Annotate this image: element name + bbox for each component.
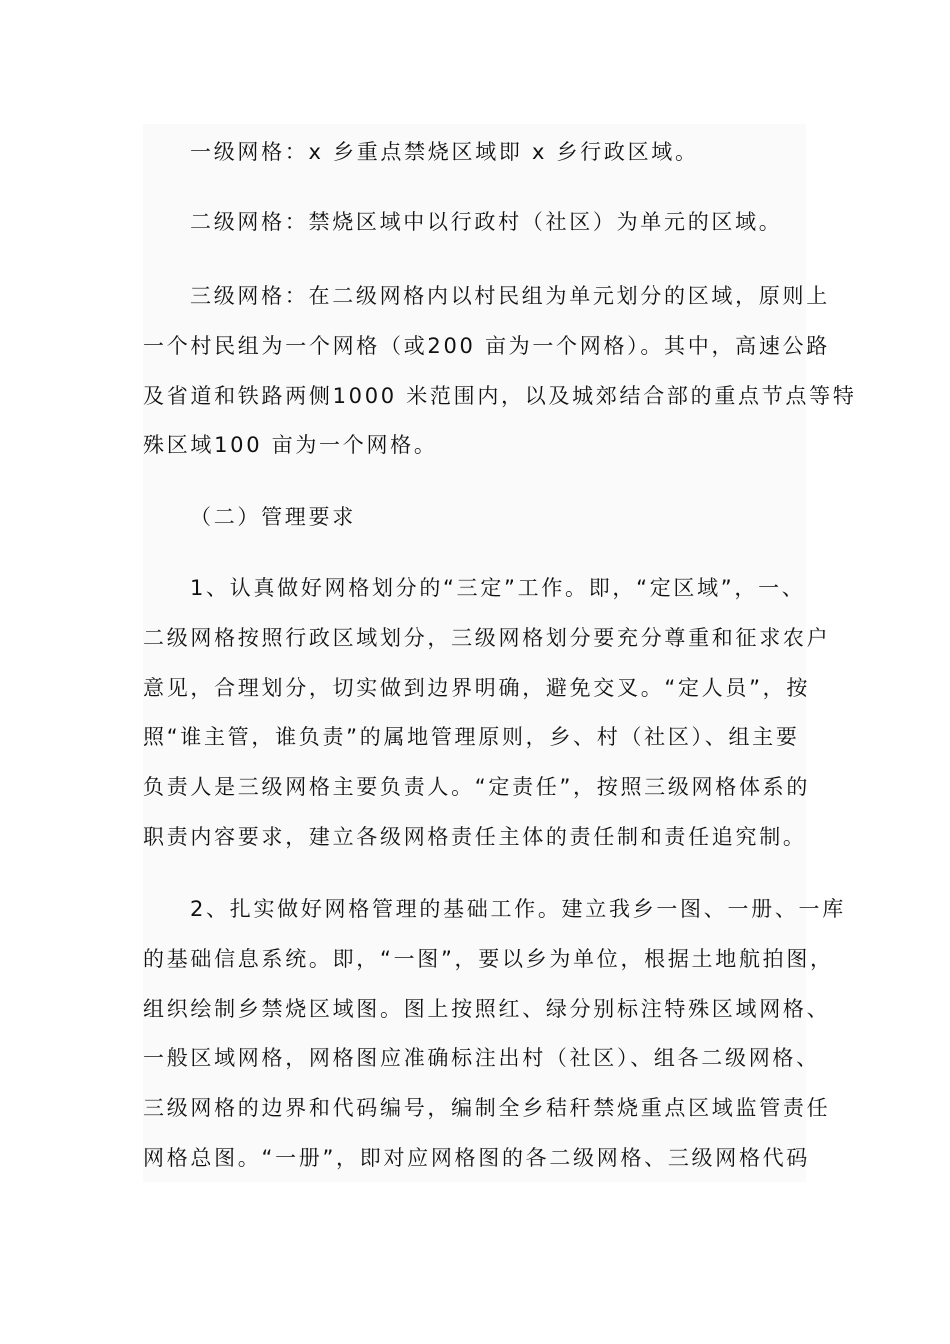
text-line: 负责人是三级网格主要负责人。“定责任”，按照三级网格体系的 (143, 775, 811, 800)
paragraph-item-2 (143, 885, 846, 1184)
text-line: 三级网格的边界和代码编号，编制全乡秸秆禁烧重点区域监管责任 (143, 1096, 831, 1121)
text-line: 意见，合理划分，切实做到边界明确，避免交叉。“定人员”，按 (143, 675, 811, 700)
text-line: 的基础信息系统。即，“一图”，要以乡为单位，根据土地航拍图， (143, 946, 834, 971)
text-line: 职责内容要求，建立各级网格责任主体的责任制和责任追究制。 (143, 824, 807, 849)
paragraph-level2-grid (143, 198, 806, 248)
text-line: 及省道和铁路两侧1000 米范围内，以及城郊结合部的重点节点等特 (143, 383, 857, 408)
text-line: 二级网格：禁烧区域中以行政村（社区）为单元的区域。 (190, 210, 783, 234)
section-heading-management (143, 493, 806, 543)
text-line: 一般区域网格，网格图应准确标注出村（社区）、组各二级网格、 (143, 1046, 820, 1071)
text-line: 殊区域100 亩为一个网格。 (143, 433, 438, 458)
text-line: （二）管理要求 (190, 505, 356, 529)
text-line: 三级网格：在二级网格内以村民组为单元划分的区域，原则上 (190, 284, 830, 308)
paragraph-level1-grid (143, 128, 806, 178)
paragraph-item-1 (143, 564, 831, 863)
text-line: 网格总图。“一册”，即对应网格图的各二级网格、三级网格代码 (143, 1145, 811, 1170)
text-line: 一级网格：x 乡重点禁烧区域即 x 乡行政区域。 (190, 140, 699, 164)
text-line: 2、扎实做好网格管理的基础工作。建立我乡一图、一册、一库 (190, 897, 846, 921)
text-line: 组织绘制乡禁烧区域图。图上按照红、绿分别标注特殊区域网格、 (143, 996, 831, 1021)
text-line: 照“谁主管，谁负责”的属地管理原则，乡、村（社区）、组主要 (143, 725, 800, 750)
text-line: 二级网格按照行政区域划分，三级网格划分要充分尊重和征求农户 (143, 625, 831, 650)
text-line: 一个村民组为一个网格（或200 亩为一个网格）。其中，高速公路 (143, 333, 830, 358)
paragraph-level3-grid (143, 272, 857, 471)
text-line: 1、认真做好网格划分的“三定”工作。即，“定区域”，一、 (190, 576, 806, 600)
